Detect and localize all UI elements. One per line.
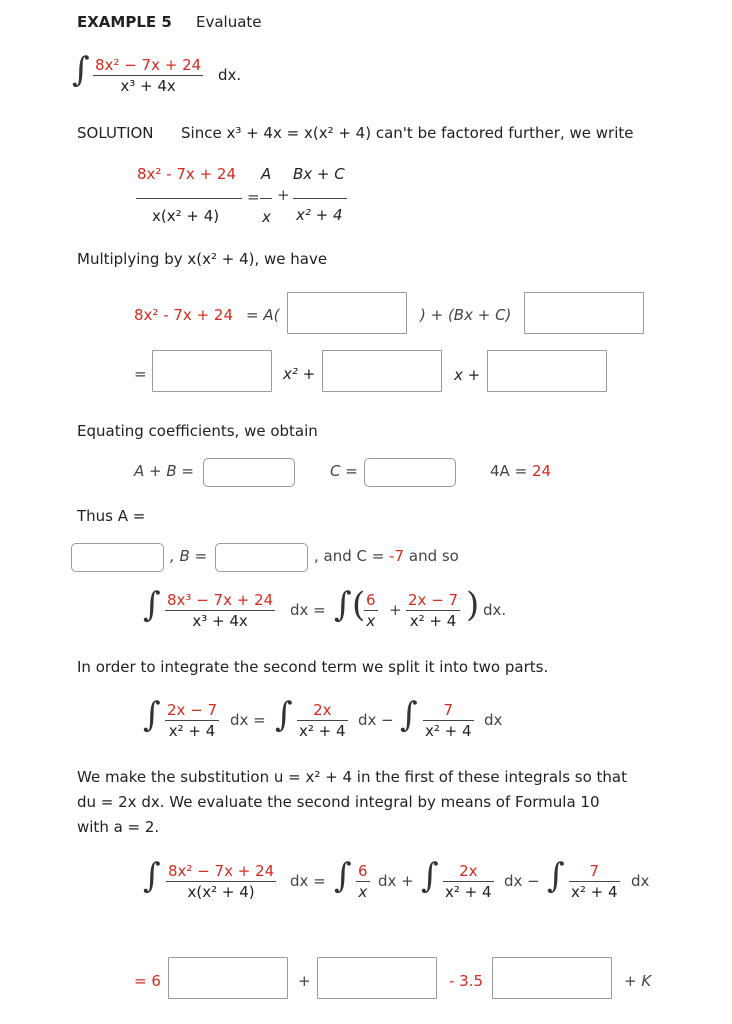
int2-f2 [406,591,460,630]
mult-xplus: x + [454,366,481,384]
answer-k: + K [624,972,652,990]
answer-input-c[interactable] [364,458,456,487]
pf-a-numerator: A [261,165,272,183]
subst-line-3: with a = 2. [77,818,160,836]
split-a [297,701,348,740]
final-dx-eq: dx = [290,872,326,890]
int2-denominator: x³ + 4x [192,612,248,630]
split-b [423,701,474,740]
final-dx: dx [631,872,650,890]
answer-input-b[interactable] [215,543,308,572]
split-b-num: 7 [423,701,474,721]
answer-input-ln-x[interactable] [168,957,288,999]
int2-f2-num: 2x − 7 [408,591,459,609]
int2-f1-num: 6 [366,591,376,609]
split-a-den: x² + 4 [299,722,346,740]
integral-sign: ∫ [421,856,439,896]
thus-and-so: and so [408,547,459,565]
problem-denominator: x³ + 4x [120,77,176,95]
int2-dx: dx. [483,601,507,619]
multiply-text: Multiplying by x(x² + 4), we have [77,250,328,268]
mult-mid: ) + (Bx + C) [420,306,512,324]
subst-line-2: du = 2x dx. We evaluate the second integral by means of Formula 10 [77,793,600,811]
eq-4a [490,462,551,480]
solution-label: SOLUTION [77,124,154,142]
pf-fraction-bar [136,198,242,199]
thus-c-value: -7 [389,547,405,565]
equating-text: Equating coefficients, we obtain [77,422,318,440]
example-title: Evaluate [196,13,262,31]
pf-denominator: x(x² + 4) [152,207,220,225]
split-left-den: x² + 4 [168,722,216,740]
integral-sign: ∫ [334,856,352,896]
final-main [166,862,276,901]
integral-sign: ∫ [72,50,90,90]
eq-4a-label: 4A = [490,462,528,480]
integral-sign: ∫ [547,856,565,896]
problem-fraction [93,56,203,95]
answer-input-5[interactable] [487,350,607,392]
mult-lhs: 8x² - 7x + 24 [134,306,233,324]
answer-input-3[interactable] [152,350,272,392]
subst-line-1: We make the substitution u = x² + 4 in the first of these integrals so that [77,768,627,786]
answer-input-ln-x2[interactable] [317,957,437,999]
pf-bxc-bar [293,198,347,199]
eq-apb: A + B = [134,462,194,480]
split-left-num: 2x − 7 [167,701,218,719]
pf-plus: + [277,186,290,204]
final-main-den: x(x² + 4) [187,883,255,901]
problem-numerator: 8x² − 7x + 24 [95,56,202,74]
split-a-num: 2x [297,701,348,721]
final-f3-num: 7 [569,862,620,882]
final-dx-minus: dx − [504,872,540,890]
thus-b: , B = [170,547,208,565]
integral-sign: ∫ [400,695,418,735]
final-f1-den: x [358,883,368,901]
final-dx-plus: dx + [378,872,414,890]
answer-input-apb[interactable] [203,458,295,487]
solution-text: Since x³ + 4x = x(x² + 4) can't be factored further, we write [181,124,634,142]
split-dx-eq: dx = [230,711,266,729]
int2-dx-eq: dx = [290,601,326,619]
example-label: EXAMPLE 5 [77,13,172,31]
pf-a-bar [260,198,272,199]
integral-sign: ∫ [143,695,161,735]
pf-numerator: 8x² - 7x + 24 [137,165,236,183]
integral-sign: ∫ [334,585,352,625]
integral-sign: ∫ [143,585,161,625]
thus-text: Thus A = [77,507,146,525]
final-main-num: 8x² − 7x + 24 [168,862,275,880]
mult-eq2: = [134,365,147,383]
eq-c: C = [330,462,358,480]
final-f1 [356,862,370,901]
final-f2-num: 2x [443,862,494,882]
int2-f1-den: x [366,612,376,630]
int2-plus: + [389,601,402,619]
split-text: In order to integrate the second term we split it into two parts. [77,658,549,676]
thus-c-label: , and C = [314,547,385,565]
thus-c [314,547,459,565]
int2-fraction [165,591,275,630]
final-f1-num: 6 [358,862,368,880]
int2-f1 [364,591,378,630]
answer-eq6: = 6 [134,972,161,990]
answer-plus: + [298,972,311,990]
pf-x-denominator: x [262,208,271,226]
int2-f2-den: x² + 4 [409,612,457,630]
answer-input-4[interactable] [322,350,442,392]
answer-input-2[interactable] [524,292,644,334]
split-dx: dx [484,711,503,729]
answer-minus35: - 3.5 [449,972,484,990]
answer-input-a[interactable] [71,543,164,572]
final-f2-den: x² + 4 [445,883,492,901]
mult-eq-a: = A( [246,306,280,324]
left-paren: ( [352,585,366,625]
pf-equals: = [247,188,260,206]
final-f3 [569,862,620,901]
split-left [165,701,219,740]
pf-bxc-numerator: Bx + C [293,165,345,183]
eq-4a-value: 24 [531,462,552,480]
integral-sign: ∫ [275,695,293,735]
problem-dx: dx. [218,66,242,84]
int2-numerator: 8x³ − 7x + 24 [167,591,274,609]
mult-x2plus: x² + [283,365,316,383]
split-b-den: x² + 4 [425,722,472,740]
integral-sign: ∫ [143,856,161,896]
final-f2 [443,862,494,901]
answer-input-1[interactable] [287,292,407,334]
final-f3-den: x² + 4 [571,883,618,901]
answer-input-arctan[interactable] [492,957,612,999]
right-paren: ) [466,585,480,625]
pf-x2p4-denominator: x² + 4 [296,206,343,224]
split-dx-minus: dx − [358,711,394,729]
